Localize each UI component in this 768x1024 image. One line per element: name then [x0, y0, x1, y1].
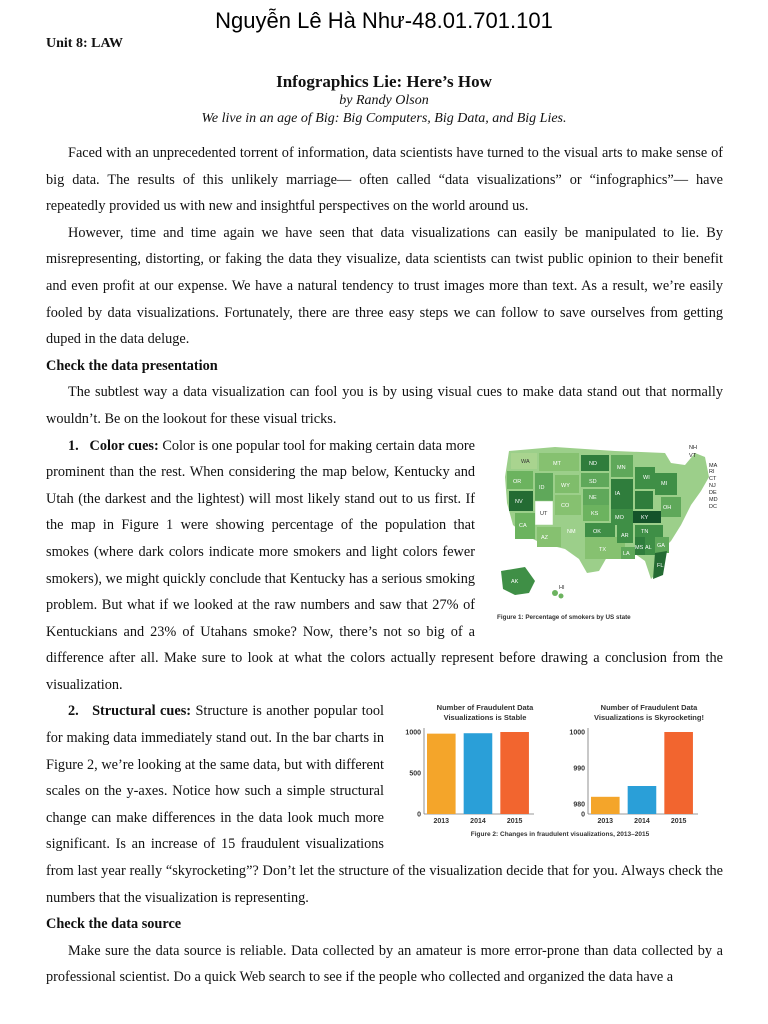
state-label: ND	[589, 460, 597, 467]
x-tick-label: 2014	[634, 818, 650, 826]
state-label: TN	[641, 528, 649, 535]
paragraph-intro: Faced with an unprecedented torrent of information, data scientists have turned to the visual arts to make sense of big data. The results of this unlikely marriage— often called “data visualizations” or “infographics”— have repeatedly provided us with new and insightful perspectives on the world around us.	[46, 145, 723, 215]
us-map-states	[501, 444, 709, 599]
x-tick-label: 2015	[506, 818, 523, 826]
state-label: LA	[623, 550, 630, 557]
chart-title: Number of Fraudulent Data	[436, 703, 534, 713]
y-tick-label: 1000	[405, 729, 421, 737]
state-label: KS	[591, 510, 599, 517]
state-label: MS	[635, 544, 644, 551]
state-label: IA	[615, 490, 621, 497]
chart-title: Number of Fraudulent Data	[600, 703, 698, 713]
item-number: 1.	[68, 437, 79, 454]
state-label: NJ	[709, 482, 716, 489]
bar	[664, 732, 693, 814]
state-label: MN	[617, 464, 626, 471]
state-label: FL	[657, 562, 664, 569]
state-label: CA	[519, 522, 527, 529]
figure-1-us-smokers-map	[495, 443, 723, 621]
unit-label: Unit 8: LAW	[46, 36, 124, 51]
chart-title: Visualizations is Stable	[443, 713, 527, 723]
x-tick-label: 2015	[670, 818, 687, 826]
state-label: DE	[709, 489, 717, 496]
article-body	[46, 140, 723, 991]
x-tick-label: 2013	[597, 818, 614, 826]
state-label: GA	[657, 542, 665, 549]
section-heading-presentation: Check the data presentation	[46, 357, 218, 374]
state-label: MO	[615, 514, 624, 521]
state-label: HI	[559, 584, 565, 591]
state-label: WY	[561, 482, 570, 489]
section-heading-source: Check the data source	[46, 916, 182, 933]
article-title: Infographics Lie: Here’s How	[276, 72, 492, 91]
state-label: VT	[689, 452, 697, 459]
item-number: 2.	[68, 703, 79, 720]
x-tick-label: 2014	[470, 818, 486, 826]
bar	[628, 786, 657, 814]
bar	[427, 734, 456, 814]
paragraph-visual-cues: The subtlest way a data visualization can fool you is by using visual cues to make data stand out that normally wouldn’t. Be on the lookout for these visual tricks.	[46, 384, 723, 427]
figure-2-caption: Figure 2: Changes in fraudulent visualizations, 2013–2015	[470, 831, 650, 839]
state-label: TX	[599, 546, 607, 553]
item-label: Structural cues:	[92, 703, 192, 720]
state-label: AK	[511, 578, 519, 585]
paragraph-manipulation: However, time and time again we have seen that data visualizations can easily be manipulated to lie. By misrepresenting, distorting, or faking the data they visualize, data scientists can twist public opinion to their benefit and even profit at our expense. We have a natural tendency to trust images more than text. As a result, we’re easily fooled by data visualizations. Fortunately, there are three easy steps we can follow to save ourselves from getting duped in the data deluge.	[46, 224, 723, 348]
state-label: NH	[689, 444, 697, 451]
article-byline: by Randy Olson	[339, 93, 429, 108]
chart-title: Visualizations is Skyrocketing!	[594, 713, 704, 723]
y-tick-label: 0	[581, 811, 585, 819]
state-label: AL	[645, 544, 652, 551]
bar	[464, 734, 493, 815]
state-label: WA	[521, 458, 530, 465]
state-label: CT	[709, 475, 717, 482]
bar	[500, 732, 529, 814]
y-tick-label: 0	[417, 811, 421, 819]
figure-2-bar-charts	[398, 702, 723, 842]
state-label: UT	[540, 510, 548, 517]
state-label: OR	[513, 478, 522, 485]
state-label: AR	[621, 532, 629, 539]
paragraph-data-source: Make sure the data source is reliable. Data collected by an amateur is more error-prone than data collected by a professional scientist. Do a quick Web search to see if the people who collected and organized the data have a	[46, 942, 723, 986]
state-label: RI	[709, 468, 715, 475]
state-label: NE	[589, 494, 597, 501]
article-tagline: We live in an age of Big: Big Computers, Big Data, and Big Lies.	[201, 111, 567, 126]
x-tick-label: 2013	[433, 818, 450, 826]
state-label: KY	[641, 514, 649, 521]
state-label: MT	[553, 460, 561, 467]
state-label: SD	[589, 478, 597, 485]
state-label: NM	[567, 528, 576, 535]
y-tick-label: 500	[409, 770, 421, 778]
bar	[591, 797, 620, 814]
state-label: CO	[561, 502, 570, 509]
state-label: AZ	[541, 534, 549, 541]
state-label: ID	[539, 484, 545, 491]
state-label: OK	[593, 528, 601, 535]
y-tick-label: 990	[573, 765, 585, 773]
item-text: Color is one popular tool for making certain data more prominent than the rest. When considering the map below, Kentucky and Utah (the darkest and the lightest) will most likely stand out to us first. If the map in Figure 1 were showing percentage of the population that smokes (where dark colors indicate more smokers and light colors fewer smokers), we might quickly conclude that Kentucky has a serious smoking problem. But what if we looked at the raw numbers and saw that 27% of Kentuckians and 23% of Utahans smoke? Now, there’s not so big of a difference after all. Make sure to look at what the colors actually represent before drawing a conclusion from the visualization.	[46, 437, 723, 693]
state-label: MD	[709, 496, 718, 503]
student-name-header: Nguyễn Lê Hà Như-48.01.701.101	[215, 8, 553, 33]
item-text: Structure is another popular tool for making data immediately stand out. In the bar charts in Figure 2, we’re looking at the same data, but with different scales on the y-axes. Notice how such a simple structural change can make differences in the data look much more significant. Is an increase of 15 fraudulent visualizations from last year really “skyrocketing”? Don’t let the structure of the visualization decide that for you. Always check the numbers that the visualization is representing.	[46, 703, 723, 906]
state-label: DC	[709, 503, 717, 510]
state-label: OH	[663, 504, 672, 511]
y-tick-label: 1000	[569, 729, 585, 737]
state-label: MA	[709, 462, 718, 469]
state-label: MI	[661, 480, 668, 487]
state-label: NV	[515, 498, 523, 505]
y-tick-label: 980	[573, 801, 585, 809]
figure-1-caption: Figure 1: Percentage of smokers by US state	[497, 613, 631, 621]
state-label: WI	[643, 474, 650, 481]
item-label: Color cues:	[89, 437, 159, 454]
